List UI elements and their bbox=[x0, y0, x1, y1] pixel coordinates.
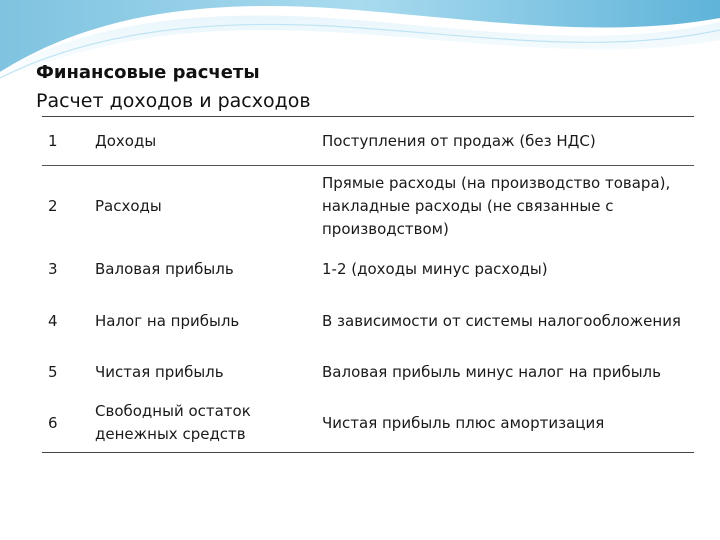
row-description: В зависимости от системы налогообложения bbox=[322, 311, 681, 330]
row-description: Прямые расходы (на производство товара), накладные расходы (не связанные с производством) bbox=[322, 173, 671, 238]
finance-table bbox=[42, 116, 694, 453]
row-description: Чистая прибыль плюс амортизация bbox=[322, 413, 605, 432]
row-description: 1-2 (доходы минус расходы) bbox=[322, 259, 548, 278]
table-row bbox=[42, 246, 694, 292]
row-number: 4 bbox=[48, 311, 58, 330]
row-number: 6 bbox=[48, 413, 58, 432]
table-row bbox=[42, 394, 694, 452]
row-number: 5 bbox=[48, 362, 58, 381]
row-name: Чистая прибыль bbox=[95, 362, 224, 381]
row-name: Свободный остаток денежных средств bbox=[95, 402, 251, 443]
table-row bbox=[42, 350, 694, 394]
row-name: Расходы bbox=[95, 196, 162, 215]
row-number: 3 bbox=[48, 259, 58, 278]
row-number: 2 bbox=[48, 196, 58, 215]
table-row bbox=[42, 166, 694, 246]
row-name: Налог на прибыль bbox=[95, 311, 240, 330]
row-name: Валовая прибыль bbox=[95, 259, 234, 278]
table-row bbox=[42, 117, 694, 166]
row-name: Доходы bbox=[95, 131, 157, 150]
row-description: Поступления от продаж (без НДС) bbox=[322, 131, 596, 150]
table-row bbox=[42, 292, 694, 350]
slide-title: Финансовые расчеты bbox=[36, 62, 260, 83]
slide-subtitle: Расчет доходов и расходов bbox=[36, 90, 311, 112]
row-description: Валовая прибыль минус налог на прибыль bbox=[322, 362, 661, 381]
row-number: 1 bbox=[48, 131, 58, 150]
